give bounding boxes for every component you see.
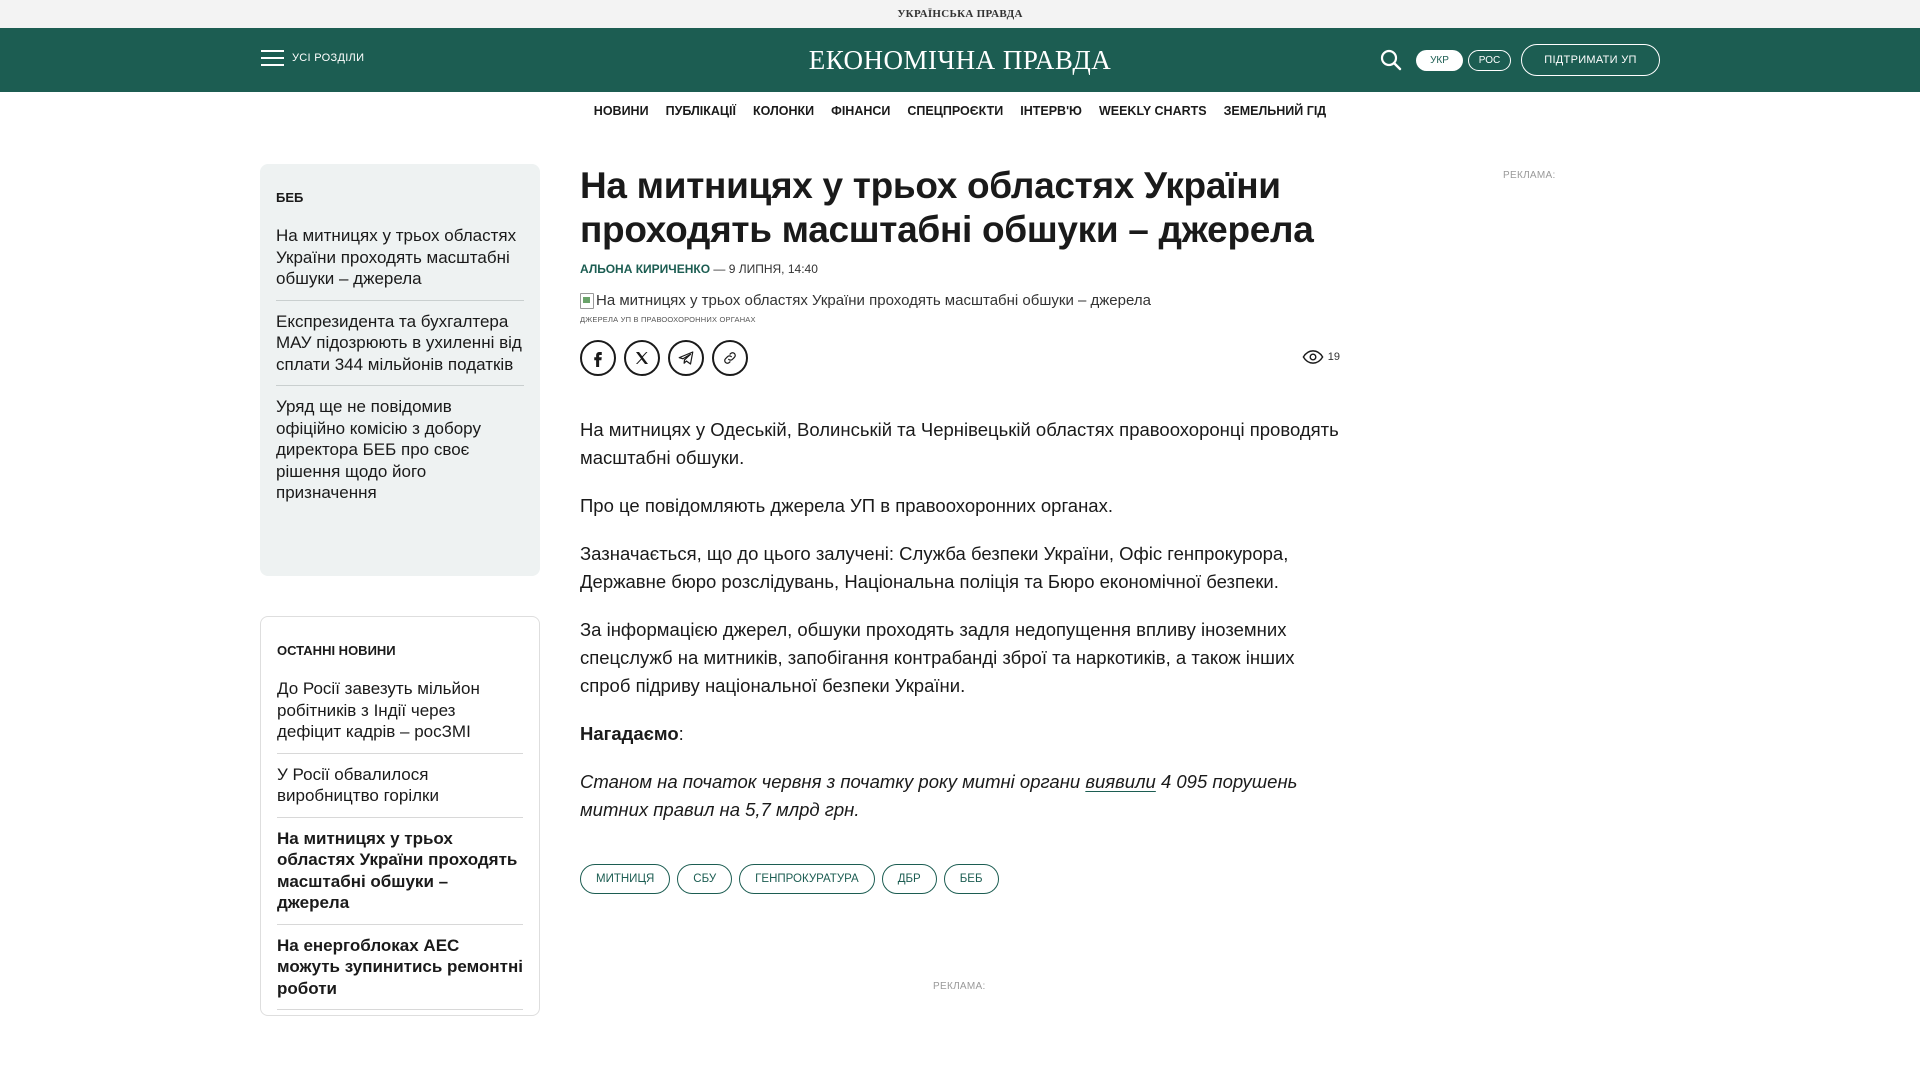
top-strip <box>0 0 1920 28</box>
article-paragraph: За інформацією джерел, обшуки проходять задля недопущення впливу іноземних спецслужб на митників, запобігання контрабанді зброї та наркотиків, а також інших спроб підриву національної безпеки України. <box>580 619 1295 696</box>
nav-item-interview[interactable]: ІНТЕРВ'Ю <box>1020 104 1082 118</box>
section-nav <box>0 104 1920 118</box>
nav-item-columns[interactable]: КОЛОНКИ <box>752 104 815 118</box>
tag-sbu[interactable]: СБУ <box>677 864 732 894</box>
image-caption: ДЖЕРЕЛА УП В ПРАВООХОРОННИХ ОРГАНАХ <box>580 315 756 324</box>
hero-image-alt: На митницях у трьох областях України проходять масштабні обшуки – джерела <box>596 292 1151 309</box>
related-article-link[interactable]: виявили <box>1085 771 1156 792</box>
share-bar <box>580 340 1340 376</box>
tag-dbr[interactable]: ДБР <box>882 864 937 894</box>
recall-paragraph <box>580 720 1340 748</box>
up-brand-link[interactable]: УКРАЇНСЬКА ПРАВДА <box>897 8 1023 20</box>
article-body <box>580 416 1340 824</box>
related-text-after: 4 095 порушень митних правил на 5,7 млрд грн. <box>580 771 1298 820</box>
article-paragraph: Зазначається, що до цього залучені: Служба безпеки України, Офіс генпрокурора, Державне бюро розслідувань, Національна поліція та Бюро економічної безпеки. <box>580 543 1289 592</box>
broken-image-icon <box>580 293 594 309</box>
article-paragraph: На митницях у Одеській, Волинській та Чернівецькій областях правоохоронці проводять масштабні обшуки. <box>580 419 1339 468</box>
telegram-icon <box>677 349 695 367</box>
list-item[interactable]: На митницях у трьох областях України проходять масштабні обшуки – джерела <box>277 818 523 925</box>
byline <box>580 262 1340 276</box>
tag-customs[interactable]: МИТНИЦЯ <box>580 864 670 894</box>
eye-icon <box>1302 350 1324 364</box>
hero-image <box>580 292 1340 309</box>
recall-label: Нагадаємо <box>580 723 679 744</box>
nav-item-publications[interactable]: ПУБЛІКАЦІЇ <box>665 104 736 118</box>
ad-label-right: РЕКЛАМА: <box>1503 170 1556 181</box>
facebook-icon <box>589 349 607 367</box>
list-item[interactable]: Експрезидента та бухгалтера МАУ підозрюють в ухиленні від сплати 344 мільйонів податків <box>276 301 524 387</box>
search-icon[interactable] <box>1379 48 1403 72</box>
publish-date: — 9 ЛИПНЯ, 14:40 <box>710 262 818 276</box>
ad-label-bottom: РЕКЛАМА: <box>933 981 986 992</box>
beb-card-title[interactable]: БЕБ <box>276 190 304 205</box>
lang-ros-button[interactable]: РОС <box>1468 50 1511 71</box>
list-item[interactable]: На енергоблоках АЕС можуть зупинитись ремонтні роботи <box>277 925 523 1011</box>
view-counter <box>1302 350 1340 364</box>
related-paragraph <box>580 768 1340 824</box>
nav-item-land-guide[interactable]: ЗЕМЕЛЬНИЙ ГІД <box>1223 104 1327 118</box>
latest-news-card <box>260 616 540 1016</box>
article-paragraph: Про це повідомляють джерела УП в правоохоронних органах. <box>580 495 1113 516</box>
latest-news-title: ОСТАННІ НОВИНИ <box>277 643 396 658</box>
copy-link-button[interactable] <box>712 340 748 376</box>
list-item[interactable]: До Росії завезуть мільйон робітників з Індії через дефіцит кадрів – росЗМІ <box>277 668 523 754</box>
list-item[interactable]: На митницях у трьох областях України проходять масштабні обшуки – джерела <box>276 215 524 301</box>
author-link[interactable]: АЛЬОНА КИРИЧЕНКО <box>580 262 711 276</box>
article-headline: На митницях у трьох областях України проходять масштабні обшуки – джерела <box>580 165 1314 250</box>
x-icon <box>634 350 650 366</box>
nav-item-news[interactable]: НОВИНИ <box>593 104 649 118</box>
tag-beb[interactable]: БЕБ <box>944 864 999 894</box>
tag-list <box>580 864 1340 894</box>
x-share-button[interactable] <box>624 340 660 376</box>
tag-prosecutor[interactable]: ГЕНПРОКУРАТУРА <box>739 864 875 894</box>
list-item[interactable]: У Росії обвалилося виробництво горілки <box>277 754 523 818</box>
site-header <box>0 28 1920 92</box>
nav-item-finance[interactable]: ФІНАНСИ <box>831 104 891 118</box>
recall-colon: : <box>678 723 684 744</box>
article <box>580 164 1340 894</box>
lang-ukr-button[interactable]: УКР <box>1416 50 1463 71</box>
nav-item-weekly-charts[interactable]: WEEKLY CHARTS <box>1098 104 1207 118</box>
site-logo[interactable]: ЕКОНОМІЧНА ПРАВДА <box>808 45 1112 75</box>
all-sections-label: УСІ РОЗДІЛИ <box>292 52 365 64</box>
list-item[interactable]: Уряд ще не повідомив офіційно комісію з добору директора БЕБ про своє рішення щодо його призначення <box>276 397 481 502</box>
link-icon <box>722 350 738 366</box>
support-button[interactable]: ПІДТРИМАТИ УП <box>1521 44 1660 76</box>
beb-topic-card <box>260 164 540 576</box>
related-text-before: Станом на початок червня з початку року митні органи <box>580 771 1086 792</box>
telegram-share-button[interactable] <box>668 340 704 376</box>
nav-item-special-projects[interactable]: СПЕЦПРОЄКТИ <box>907 104 1004 118</box>
facebook-share-button[interactable] <box>580 340 616 376</box>
view-count: 19 <box>1327 351 1340 363</box>
